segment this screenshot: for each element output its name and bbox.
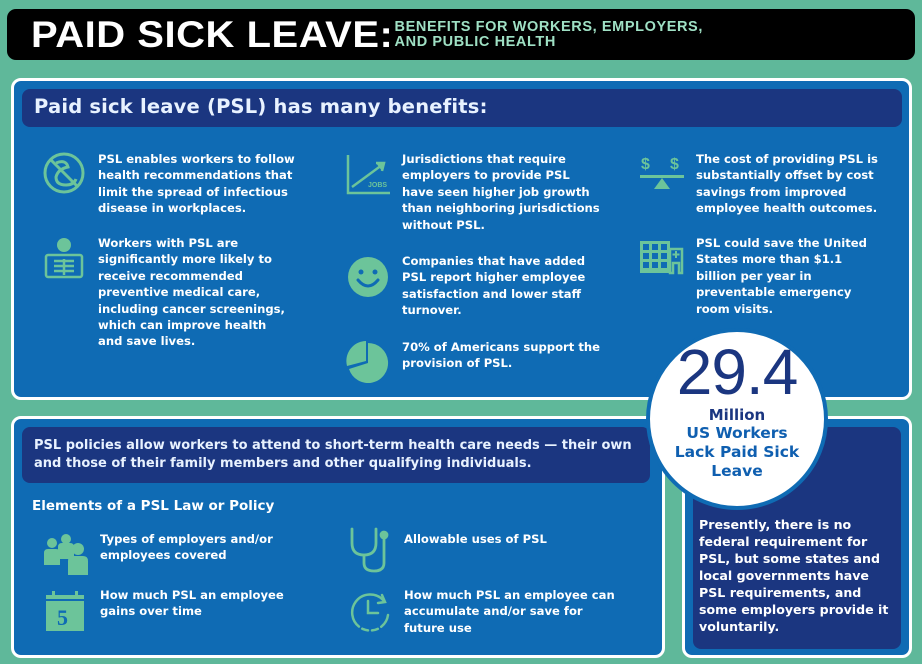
stat-label-line-1: US Workers <box>686 424 788 442</box>
svg-text:$: $ <box>670 156 679 173</box>
hospital-building-icon <box>638 235 686 283</box>
stat-circle <box>646 328 828 510</box>
xray-icon <box>40 235 88 283</box>
benefit-text: The cost of providing PSL is substantially offset by cost savings from improved employee health outcomes. <box>696 152 878 216</box>
page-subtitle <box>395 20 703 50</box>
element-item <box>346 587 646 636</box>
stat-label-line-3: Leave <box>711 462 763 480</box>
benefit-item <box>638 235 908 317</box>
clock-accumulate-icon <box>346 587 394 635</box>
policies-intro: PSL policies allow workers to attend to short-term health care needs — their own and those of their family members and other qualifying individuals. <box>22 427 650 483</box>
title-bar <box>7 9 915 60</box>
element-item <box>42 587 322 635</box>
svg-text:5: 5 <box>57 605 68 630</box>
subtitle-line-2: AND PUBLIC HEALTH <box>394 33 556 50</box>
benefit-text: Jurisdictions that require employers to provide PSL have seen higher job growth than neighboring jurisdictions without PSL. <box>402 152 600 232</box>
federal-note-text: Presently, there is no federal requirement for PSL, but some states and local governments have PSL requirements, and some employers provide it voluntarily. <box>699 517 889 634</box>
element-text: How much PSL an employee gains over time <box>100 588 284 619</box>
benefit-text: 70% of Americans support the provision of PSL. <box>402 340 600 371</box>
benefit-item <box>40 235 320 350</box>
stethoscope-icon <box>346 525 394 573</box>
benefit-item <box>344 151 614 233</box>
benefit-item <box>40 151 320 217</box>
element-item <box>42 531 322 579</box>
benefit-item <box>344 253 614 319</box>
pie-chart-icon <box>344 339 392 387</box>
stat-label-line-2: Lack Paid Sick <box>674 443 800 461</box>
elements-heading: Elements of a PSL Law or Policy <box>32 498 275 514</box>
benefit-item <box>638 151 908 217</box>
subtitle-line-1: BENEFITS FOR WORKERS, EMPLOYERS, <box>394 18 703 35</box>
element-text: Allowable uses of PSL <box>404 532 547 546</box>
benefit-text: PSL enables workers to follow health recommendations that limit the spread of infectious disease in workplaces. <box>98 152 295 216</box>
stat-unit: Million <box>708 406 766 424</box>
benefit-text: PSL could save the United States more than $1.1 billion per year in preventable emergency room visits. <box>696 236 867 316</box>
stat-number: 29.4 <box>676 336 798 408</box>
policies-panel <box>11 416 665 658</box>
benefits-heading: Paid sick leave (PSL) has many benefits: <box>22 89 902 127</box>
smiley-face-icon <box>344 253 392 301</box>
balance-scale-dollar-icon <box>638 151 686 199</box>
svg-text:JOBS: JOBS <box>368 182 388 189</box>
calendar-5-icon <box>42 587 90 635</box>
element-item <box>346 525 626 573</box>
people-group-icon <box>42 531 90 579</box>
no-germs-icon <box>40 151 88 199</box>
element-text: Types of employers and/or employees covered <box>100 532 273 563</box>
jobs-growth-chart-icon <box>344 151 392 199</box>
benefit-item <box>344 339 614 387</box>
svg-text:$: $ <box>641 156 650 173</box>
page-title: PAID SICK LEAVE: <box>31 13 394 55</box>
benefit-text: Workers with PSL are significantly more likely to receive recommended preventive medical care, including cancer screenings, which can improve health and save lives. <box>98 236 285 349</box>
benefit-text: Companies that have added PSL report higher employee satisfaction and lower staff turnover. <box>402 254 586 318</box>
element-text: How much PSL an employee can accumulate and/or save for future use <box>404 588 615 635</box>
